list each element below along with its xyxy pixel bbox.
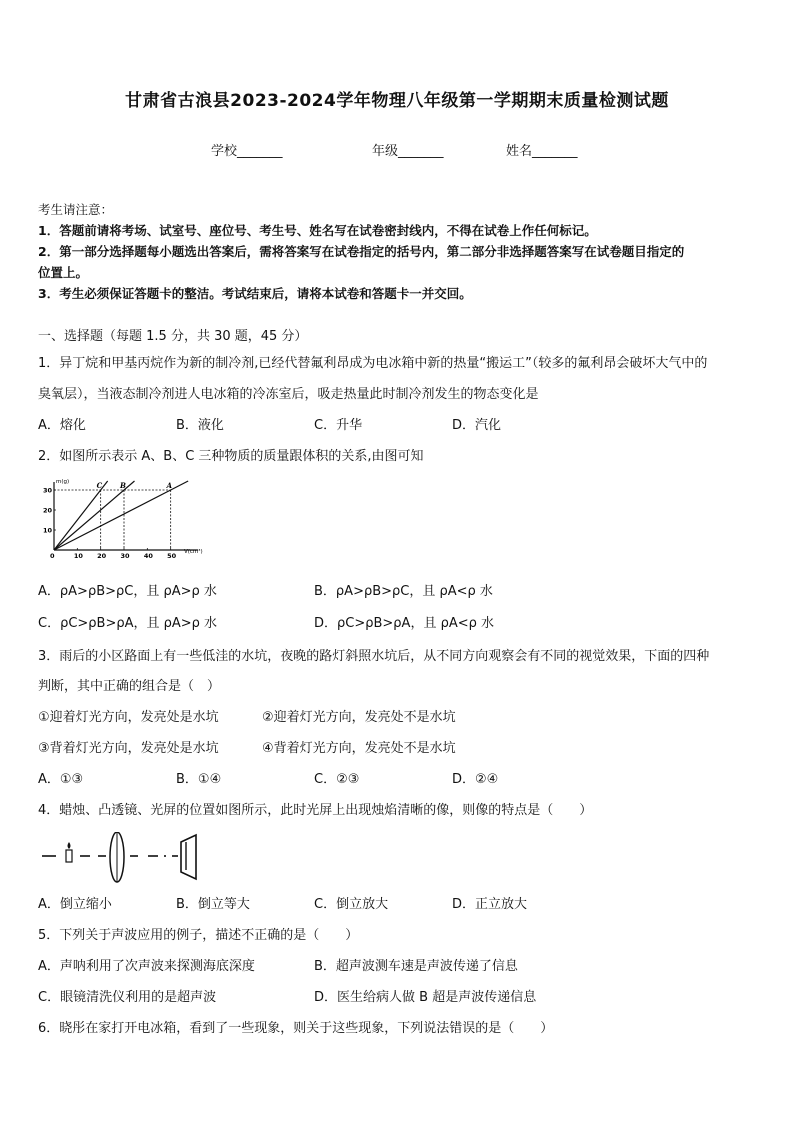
- notice-heading: 考生请注意：: [38, 202, 114, 217]
- q1-option-a: A．熔化: [38, 418, 86, 433]
- x-tick-label: 10: [73, 552, 83, 560]
- series-line-c: [54, 481, 108, 550]
- q2-stem: 2．如图所示表示 A、B、C 三种物质的质量跟体积的关系,由图可知: [38, 449, 424, 464]
- q3-option-c: C．②③: [314, 772, 360, 787]
- q2-option-a-text: ρA>ρB>ρC，且 ρA>ρ 水: [59, 584, 217, 599]
- x-tick-label: 50: [167, 552, 177, 560]
- q4-option-d: D．正立放大: [452, 897, 528, 912]
- q2-option-d-text: ρC>ρB>ρA，且 ρA<ρ 水: [337, 616, 494, 631]
- name-field: 姓名_______: [506, 144, 578, 159]
- x-tick-label: 0: [50, 552, 55, 560]
- notice-item-2-cont: 位置上。: [38, 265, 89, 280]
- light-screen-icon: [181, 835, 196, 879]
- density-chart: [38, 474, 210, 564]
- q1-option-c: C．升华: [314, 418, 363, 433]
- x-tick-label: 20: [97, 552, 107, 560]
- q1-option-d: D．汽化: [452, 418, 502, 433]
- q5-option-a: A．声呐利用了次声波来探测海底深度: [38, 959, 255, 974]
- q3-option-b: B．①④: [176, 772, 222, 787]
- q3-statement-1: ①迎着灯光方向，发亮处是水坑: [38, 710, 219, 725]
- q3-option-d: D．②④: [452, 772, 499, 787]
- y-tick-label: 10: [43, 526, 53, 535]
- q4-option-b: B．倒立等大: [176, 897, 250, 912]
- q2-option-b: B．ρA>ρB>ρC，且 ρA<ρ 水: [314, 584, 493, 599]
- series-label-b: B: [120, 481, 126, 490]
- q3-stem-line2: 判断，其中正确的组合是（ ）: [38, 679, 221, 694]
- q3-statement-2: ②迎着灯光方向，发亮处不是水坑: [262, 710, 456, 725]
- x-tick-label: 30: [120, 552, 130, 560]
- q2-option-a: A．ρA>ρB>ρC，且 ρA>ρ 水: [38, 584, 217, 599]
- x-tick-label: 40: [143, 552, 153, 560]
- candle-icon: [66, 842, 72, 862]
- notice-item-3: 3．考生必须保证答题卡的整洁。考试结束后，请将本试卷和答题卡一并交回。: [38, 286, 472, 301]
- q5-option-b: B．超声波测车速是声波传递了信息: [314, 959, 518, 974]
- y-tick-label: 20: [43, 506, 53, 515]
- notice-item-2: 2．第一部分选择题每小题选出答案后，需将答案写在试卷指定的括号内，第二部分非选择题答案写在试卷题目指定的: [38, 244, 685, 259]
- q4-option-c: C．倒立放大: [314, 897, 389, 912]
- q5-option-d: D．医生给病人做 B 超是声波传递信息: [314, 990, 537, 1005]
- section-heading: 一、选择题（每题 1.5 分，共 30 题，45 分）: [38, 329, 308, 344]
- x-axis-label: V(cm³): [184, 549, 203, 555]
- q2-option-d: D．ρC>ρB>ρA，且 ρA<ρ 水: [314, 616, 494, 631]
- q3-statement-3: ③背着灯光方向，发亮处是水坑: [38, 741, 219, 756]
- school-field: 学校_______: [211, 144, 283, 159]
- series-label-a: A: [166, 481, 173, 490]
- q1-stem-line2: 臭氧层），当液态制冷剂进人电冰箱的冷冻室后，吸走热量此时制冷剂发生的物态变化是: [38, 387, 539, 402]
- optics-diagram: [38, 832, 228, 888]
- y-axis-label: m(g): [56, 479, 70, 485]
- q3-stem-line1: 3．雨后的小区路面上有一些低洼的水坑，夜晚的路灯斜照水坑后，从不同方向观察会有不同的视觉效果，下面的四种: [38, 649, 710, 664]
- series-line-b: [54, 481, 135, 550]
- q3-option-a: A．①③: [38, 772, 84, 787]
- q6-stem: 6．晓彤在家打开电冰箱，看到了一些现象，则关于这些现象，下列说法错误的是（ ）: [38, 1021, 554, 1036]
- notice-item-1: 1．答题前请将考场、试室号、座位号、考生号、姓名写在试卷密封线内，不得在试卷上作任何标记。: [38, 223, 597, 238]
- page-title: 甘肃省古浪县2023-2024学年物理八年级第一学期期末质量检测试题: [125, 91, 669, 111]
- q4-stem: 4．蜡烛、凸透镜、光屏的位置如图所示，此时光屏上出现烛焰清晰的像，则像的特点是（ ）: [38, 803, 593, 818]
- q1-stem-line1: 1．异丁烷和甲基丙烷作为新的制冷剂,已经代替氟利昂成为电冰箱中新的热量“搬运工”（较多的氟利昂会破坏大气中的: [38, 356, 708, 371]
- q3-statement-4: ④背着灯光方向，发亮处不是水坑: [262, 741, 456, 756]
- q5-option-c: C．眼镜清洗仪利用的是超声波: [38, 990, 217, 1005]
- series-line-a: [54, 481, 188, 550]
- q4-option-a: A．倒立缩小: [38, 897, 112, 912]
- series-label-c: C: [96, 481, 103, 490]
- convex-lens-icon: [110, 832, 124, 882]
- q5-stem: 5．下列关于声波应用的例子，描述不正确的是（ ）: [38, 928, 359, 943]
- q2-option-b-text: ρA>ρB>ρC，且 ρA<ρ 水: [335, 584, 493, 599]
- grade-field: 年级_______: [372, 144, 444, 159]
- q1-option-b: B．液化: [176, 418, 224, 433]
- q2-option-c-text: ρC>ρB>ρA，且 ρA>ρ 水: [60, 616, 218, 631]
- q2-option-c: C．ρC>ρB>ρA，且 ρA>ρ 水: [38, 616, 218, 631]
- y-tick-label: 30: [43, 486, 53, 495]
